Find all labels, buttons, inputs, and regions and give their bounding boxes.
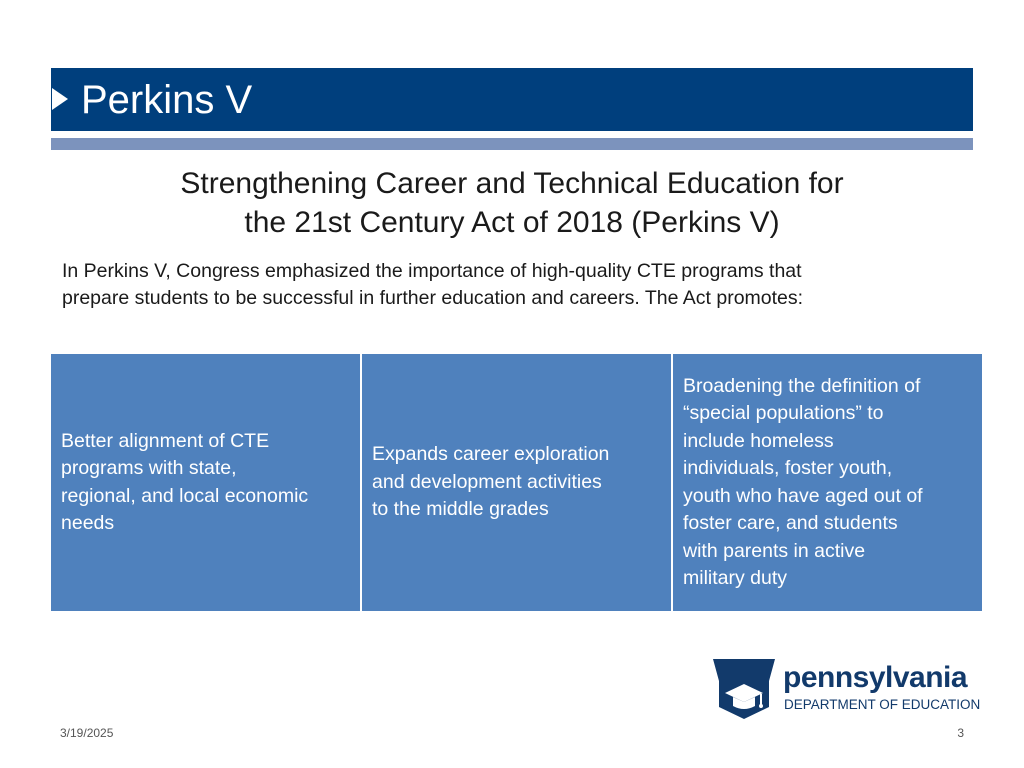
subtitle-line-2: the 21st Century Act of 2018 (Perkins V): [244, 206, 780, 239]
slide-subtitle: [100, 164, 924, 242]
cell-line: regional, and local economic: [61, 484, 309, 507]
cell-line: military duty: [683, 567, 788, 589]
title-arrow-icon: [52, 88, 68, 110]
promotes-cell-career-exploration: [362, 354, 671, 611]
cell-line: youth who have aged out of: [683, 484, 923, 507]
cell-line: to the middle grades: [372, 498, 549, 521]
title-rule: [51, 138, 973, 150]
cell-line: programs with state,: [61, 457, 237, 479]
cell-line: include homeless: [683, 429, 834, 452]
cell-line: individuals, foster youth,: [683, 457, 893, 479]
logo-department: DEPARTMENT OF EDUCATION: [784, 697, 981, 712]
intro-paragraph: [62, 258, 962, 312]
keystone-shield-icon: [711, 657, 777, 721]
cell-line: with parents in active: [683, 539, 866, 562]
intro-line-1: In Perkins V, Congress emphasized the importance of high-quality CTE programs that: [62, 260, 802, 282]
footer-date: 3/19/2025: [60, 726, 114, 740]
cell-line: foster care, and students: [683, 512, 898, 534]
slide-title: Perkins V: [81, 78, 253, 122]
cell-line: Expands career exploration: [372, 443, 610, 466]
promotes-table: [51, 354, 982, 611]
subtitle-line-1: Strengthening Career and Technical Education for: [180, 167, 844, 200]
pa-education-logo: [711, 657, 981, 723]
promotes-cell-alignment: [51, 354, 360, 611]
page-number: 3: [957, 726, 964, 740]
cell-line: and development activities: [372, 470, 602, 493]
cell-line: “special populations” to: [683, 402, 884, 424]
cell-line: Better alignment of CTE: [61, 429, 270, 452]
promotes-cell-special-populations: [673, 354, 982, 611]
logo-wordmark: pennsylvania: [783, 661, 968, 694]
intro-line-2: prepare students to be successful in further education and careers. The Act promotes:: [62, 287, 804, 309]
cell-line: Broadening the definition of: [683, 374, 921, 397]
cell-line: needs: [61, 512, 115, 534]
